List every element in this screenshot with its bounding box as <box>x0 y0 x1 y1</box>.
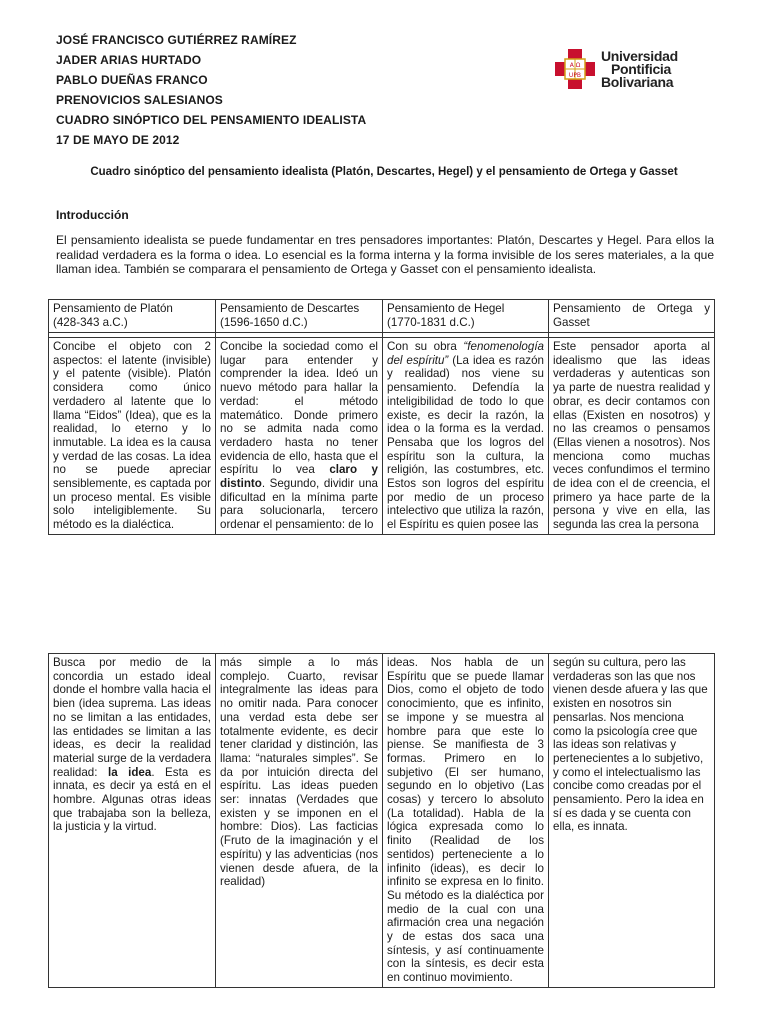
cell-platon-part-2 <box>49 654 216 988</box>
table-body-row <box>49 654 715 988</box>
text-segment: (La idea es razón y realidad) nos viene su pensamiento. Defendía la inteligibilidad de todo lo que existe, es decir la razón, la idea o la forma es la verdad. Pensaba que los logros del espíritu son la cultura, la religión, las costumbres, etc. Estos son logros del espíritu por medio de un proceso intelectivo que utiliza la razón, el Espíritu es quien posee las <box>387 353 544 532</box>
text-segment: Busca por medio de la concordia un estado ideal donde el hombre valla hacia el bien (idea suprema. Las ideas no se limitan a las entidades, las entidades se limitan a las ideas, es decir la realidad material surge de la verdadera realidad: <box>53 656 211 779</box>
cell-text <box>53 656 211 834</box>
column-dates: (1770-1831 d.C.) <box>387 315 475 329</box>
university-logo <box>553 45 693 93</box>
date-line: 17 DE MAYO DE 2012 <box>56 133 180 147</box>
group-line: PRENOVICIOS SALESIANOS <box>56 93 223 107</box>
cell-descartes-part-1 <box>216 338 383 535</box>
bold-phrase: la idea <box>107 765 152 779</box>
author-line-3: PABLO DUEÑAS FRANCO <box>56 73 208 87</box>
document-title: Cuadro sinóptico del pensamiento idealista (Platón, Descartes, Hegel) y el pensamiento de Ortega y Gasset <box>90 166 678 178</box>
seal-text-bottom: UPB <box>568 72 582 79</box>
text-segment: Concibe la sociedad como el lugar para entender y comprender la idea. Ideó un nuevo método para hallar la verdad: el método matemático. Donde primero no se admita nada como verdadero hasta no tener evidencia de ello, hasta que el espíritu lo vea <box>220 340 378 477</box>
cell-ortega-gasset-part-2 <box>549 654 715 988</box>
cell-text <box>220 656 378 889</box>
table-header-row <box>49 300 715 333</box>
column-title: Pensamiento de Platón <box>53 302 173 315</box>
text-segment: . Segundo, dividir una dificultad en la mínima parte para solucionarla, tercero ordenar el pensamiento: de lo <box>220 477 378 532</box>
cell-text <box>387 340 544 532</box>
author-line-2: JADER ARIAS HURTADO <box>56 53 202 67</box>
text-segment: Con su obra <box>387 340 464 353</box>
introduction-paragraph: El pensamiento idealista se puede fundamentar en tres pensadores importantes: Platón, Descartes y Hegel. Para ellos la realidad verdadera es la forma o idea. Lo esencial es la forma interna y la forma invisible de los seres materiales, a la que llaman idea. También se comparara el pensamiento de Ortega y Gasset con el pensamiento idealista. <box>56 233 714 276</box>
cell-text <box>387 656 544 985</box>
text-segment: . Esta es innata, es decir ya está en el hombre. Algunas otras ideas que trabajaba son la belleza, la justicia y la virtud. <box>53 765 211 834</box>
author-line-1: JOSÉ FRANCISCO GUTIÉRREZ RAMÍREZ <box>56 33 297 47</box>
table-body-row <box>49 338 715 535</box>
text-segment: Concibe el objeto con 2 aspectos: el latente (invisible) y el patente (visible). Platón considera como único verdadero al latente que lo llama “Eidos” (Idea), que es la realidad, lo eterno y lo inmutable. La idea es la causa y verdad de las cosas. La idea no se puede apreciar sensiblemente, es captada por un proceso mental. Es visible solo inteligiblemente. Su método es la dialéctica. <box>53 340 211 532</box>
author-header <box>56 30 366 150</box>
seal-text-top: A Ω <box>569 62 581 69</box>
cell-text <box>53 340 211 532</box>
cell-descartes-part-2 <box>216 654 383 988</box>
university-seal-icon <box>553 47 597 91</box>
column-header-hegel <box>383 300 549 333</box>
university-name <box>601 50 678 89</box>
synoptic-table-top <box>48 299 715 535</box>
university-name-line-2: Pontificia <box>611 61 672 77</box>
document-subject-line: CUADRO SINÓPTICO DEL PENSAMIENTO IDEALISTA <box>56 113 367 127</box>
column-title: Pensamiento de Descartes <box>220 302 360 315</box>
italic-phrase: “fenomenología del espíritu” <box>387 340 544 367</box>
text-segment: más simple a lo más complejo. Cuarto, revisar integralmente las ideas para no omitir nada. Para conocer una verdad esta debe ser totalmente evidente, es decir tener claridad y distinción, las llama: “naturales simples”. Se da por intuición directa del espíritu. Las ideas pueden ser: innatas (Verdades que existen y se imponen en el hombre: Dios). Las facticias (Fruto de la imaginación y el espíritu) y las adventicias (nos vienen desde afuera, de la realidad) <box>220 656 378 889</box>
text-segment: según su cultura, pero las verdaderas son las que nos vienen desde afuera y las que existen en nosotros sin pensarlas. Nos menciona como la psicología cree que las ideas son relativas y pertenecientes a lo subjetivo, y como el intelectualismo las concibe como creadas por el pensamiento. Pero la idea en sí es dada y se cuenta con ella, es innata. <box>553 656 708 834</box>
bold-phrase: claro y distinto <box>220 463 378 491</box>
cell-text <box>553 656 710 834</box>
cell-platon-part-1 <box>49 338 216 535</box>
university-name-line-1: Universidad <box>601 48 678 64</box>
column-title: Pensamiento de Ortega y Gasset <box>553 302 710 329</box>
cell-text <box>553 340 710 532</box>
column-dates: (1596-1650 d.C.) <box>220 315 308 329</box>
column-header-ortega-gasset <box>549 300 715 333</box>
column-dates: (428-343 a.C.) <box>53 315 128 329</box>
cell-ortega-gasset-part-1 <box>549 338 715 535</box>
column-title: Pensamiento de Hegel <box>387 302 505 315</box>
column-header-platon <box>49 300 216 333</box>
text-segment: ideas. Nos habla de un Espíritu que se puede llamar Dios, como el objeto de todo conocimiento, que es infinito, se impone y se muestra al hombre para que este lo piense. Se manifiesta de 3 formas. Primero en lo subjetivo (El ser humano, segundo en lo objetivo (Las cosas) y tercero lo absoluto (La totalidad). Habla de la lógica expresada como lo finito (Realidad de los sentidos) perteneciente a lo infinito (ideas), es decir lo infinito se expresa en lo finito. Su método es la dialéctica por medio de la cual con una afirmación crea una negación y de estas dos saca una síntesis, y así continuamente con la síntesis, es decir esta en continuo movimiento. <box>387 656 544 985</box>
synoptic-table-bottom <box>48 653 715 988</box>
cell-hegel-part-2 <box>383 654 549 988</box>
column-header-descartes <box>216 300 383 333</box>
university-name-line-3: Bolivariana <box>601 74 674 90</box>
cell-hegel-part-1 <box>383 338 549 535</box>
section-heading-introduction: Introducción <box>56 208 129 222</box>
text-segment: Este pensador aporta al idealismo que las ideas verdaderas y autenticas son ya parte de nuestra realidad y obrar, es decir contamos con ellas (Existen en nosotros) y no las creamos o pensamos (Ellas vienen a nosotros). Nos menciona como muchas veces confundimos el termino de idea con el de creencia, el primero ya hace parte de la persona y vive en ella, las segunda las crea la persona <box>553 340 710 532</box>
cell-text <box>220 340 378 532</box>
